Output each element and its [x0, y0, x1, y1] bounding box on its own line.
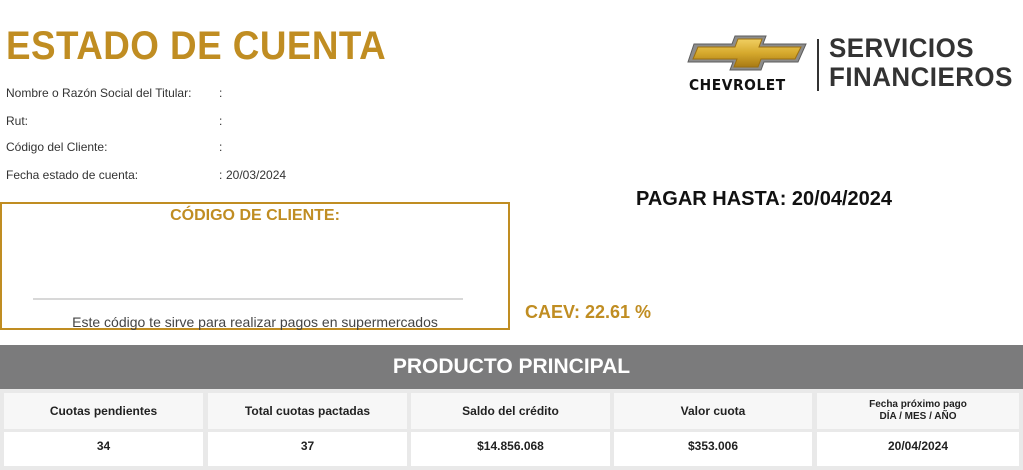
- column-header-next-payment-date: [817, 393, 1019, 429]
- services-line-2: FINANCIEROS: [829, 62, 1013, 92]
- chevrolet-wordmark: CHEVROLET: [689, 76, 786, 94]
- field-row-name: [6, 86, 326, 104]
- field-row-rut: [6, 114, 326, 132]
- services-line-1: SERVICIOS: [829, 33, 975, 63]
- field-row-client-code: [6, 140, 326, 158]
- field-label: Rut:: [6, 114, 29, 128]
- chevrolet-bowtie-icon: [686, 34, 810, 74]
- field-row-statement-date: [6, 168, 326, 186]
- field-label: Nombre o Razón Social del Titular:: [6, 86, 192, 100]
- column-header-pending-installments: [4, 393, 203, 429]
- column-header-total-installments: [208, 393, 407, 429]
- product-table: [0, 389, 1023, 470]
- field-label: Código del Cliente:: [6, 140, 108, 154]
- column-header-installment-value: [614, 393, 812, 429]
- column-header-label: Total cuotas pactadas: [244, 404, 371, 418]
- pay-until-date: PAGAR HASTA: 20/04/2024: [636, 188, 893, 210]
- cell-credit-balance: $14.856.068: [411, 432, 610, 466]
- column-header-label: Valor cuota: [680, 404, 746, 418]
- cell-total-installments: 37: [208, 432, 407, 466]
- field-label: Fecha estado de cuenta:: [6, 168, 139, 182]
- product-header: PRODUCTO PRINCIPAL: [0, 345, 1023, 389]
- field-colon: :: [219, 86, 223, 100]
- caev-rate: CAEV: 22.61 %: [525, 302, 652, 322]
- cell-next-payment-date: 20/04/2024: [817, 432, 1019, 466]
- column-header-label: Cuotas pendientes: [49, 404, 158, 418]
- field-colon: :: [219, 114, 223, 128]
- logo-divider: [817, 39, 819, 91]
- client-code-title: CÓDIGO DE CLIENTE:: [170, 207, 340, 224]
- client-code-line: [33, 298, 463, 300]
- page-title: ESTADO DE CUENTA: [6, 24, 387, 68]
- field-colon: :: [219, 168, 223, 182]
- field-colon: :: [219, 140, 223, 154]
- cell-installment-value: $353.006: [614, 432, 812, 466]
- cell-pending-installments: 34: [4, 432, 203, 466]
- client-code-box: [0, 202, 510, 330]
- column-header-label: Saldo del crédito: [462, 404, 559, 418]
- column-header-label: Fecha próximo pago: [869, 399, 967, 410]
- statement-date: 20/03/2024: [226, 168, 287, 182]
- client-code-note: Este código te sirve para realizar pagos en supermercados: [72, 314, 438, 330]
- column-header-credit-balance: [411, 393, 610, 429]
- column-header-sublabel: DÍA / MES / AÑO: [879, 411, 957, 422]
- chevrolet-financial-logo: [686, 34, 1016, 98]
- services-wordmark: [829, 34, 1013, 92]
